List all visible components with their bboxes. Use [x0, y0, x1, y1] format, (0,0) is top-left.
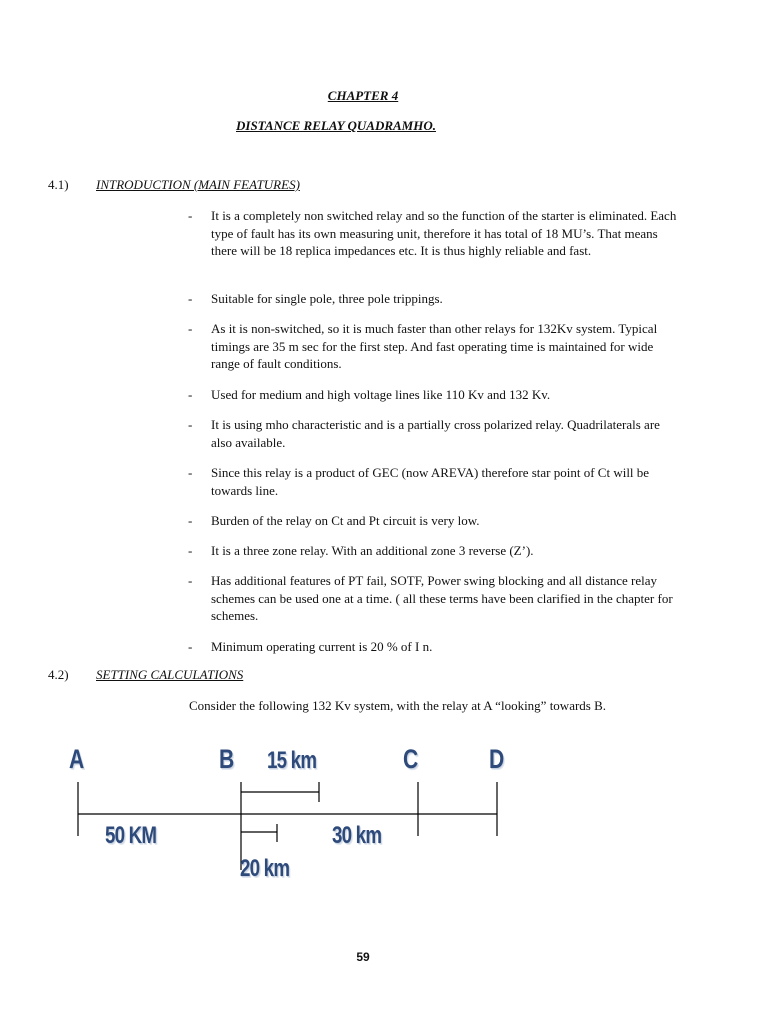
bullet-dash: - [188, 208, 193, 223]
section-number: 4.2) [48, 667, 69, 682]
bullet-dash: - [188, 543, 193, 558]
section-paragraph: Consider the following 132 Kv system, with the relay at A “looking” towards B. [189, 698, 607, 713]
distance-label-30km: 30 km [332, 822, 382, 849]
section-title: SETTING CALCULATIONS [96, 667, 244, 682]
bus-label-c: C [403, 744, 418, 774]
bullet-dash: - [188, 639, 193, 654]
bullet-text: It is a completely non switched relay and so the function of the starter is eliminated. Each type of fault has its own measuring unit, therefore it has total of 18 MU’s. That means there will be 18 replica impedances etc. It is thus highly reliable and fast. [211, 208, 677, 258]
bullet-text: Suitable for single pole, three pole trippings. [211, 291, 443, 306]
chapter-number: CHAPTER 4 [327, 88, 399, 103]
bullet-text: It is using mho characteristic and is a partially cross polarized relay. Quadrilaterals are also available. [211, 417, 660, 450]
bullet-text: As it is non-switched, so it is much faster than other relays for 132Kv system. Typical timings are 35 m sec for the first step. And fast operating time is maintained for wide range of fault conditions. [211, 321, 658, 371]
line-diagram-svg [0, 730, 768, 900]
distance-label-20km: 20 km [240, 855, 290, 882]
bullet-text: It is a three zone relay. With an additional zone 3 reverse (Z’). [211, 543, 534, 558]
bus-label-d: D [489, 744, 504, 774]
line-diagram [0, 730, 768, 900]
section-title: INTRODUCTION (MAIN FEATURES) [96, 177, 300, 192]
bus-label-b: B [219, 744, 234, 774]
distance-label-15km: 15 km [267, 747, 317, 774]
bullet-text: Has additional features of PT fail, SOTF, Power swing blocking and all distance relay schemes can be used one at a time. ( all these terms have been clarified in the chapter for schemes. [211, 573, 673, 623]
bullet-dash: - [188, 321, 193, 336]
bullet-text: Minimum operating current is 20 % of I n. [211, 639, 433, 654]
bus-label-a: A [69, 744, 84, 774]
section-number: 4.1) [48, 177, 69, 192]
bullet-text: Burden of the relay on Ct and Pt circuit is very low. [211, 513, 480, 528]
bullet-text: Used for medium and high voltage lines like 110 Kv and 132 Kv. [211, 387, 551, 402]
chapter-title: DISTANCE RELAY QUADRAMHO. [236, 118, 436, 133]
bullet-dash: - [188, 291, 193, 306]
bullet-text: Since this relay is a product of GEC (now AREVA) therefore star point of Ct will be towards line. [211, 465, 650, 498]
bullet-dash: - [188, 465, 193, 480]
bullet-dash: - [188, 513, 193, 528]
distance-label-50km: 50 KM [105, 822, 157, 849]
bullet-dash: - [188, 387, 193, 402]
bullet-dash: - [188, 573, 193, 588]
page-number: 59 [356, 950, 370, 964]
bullet-dash: - [188, 417, 193, 432]
